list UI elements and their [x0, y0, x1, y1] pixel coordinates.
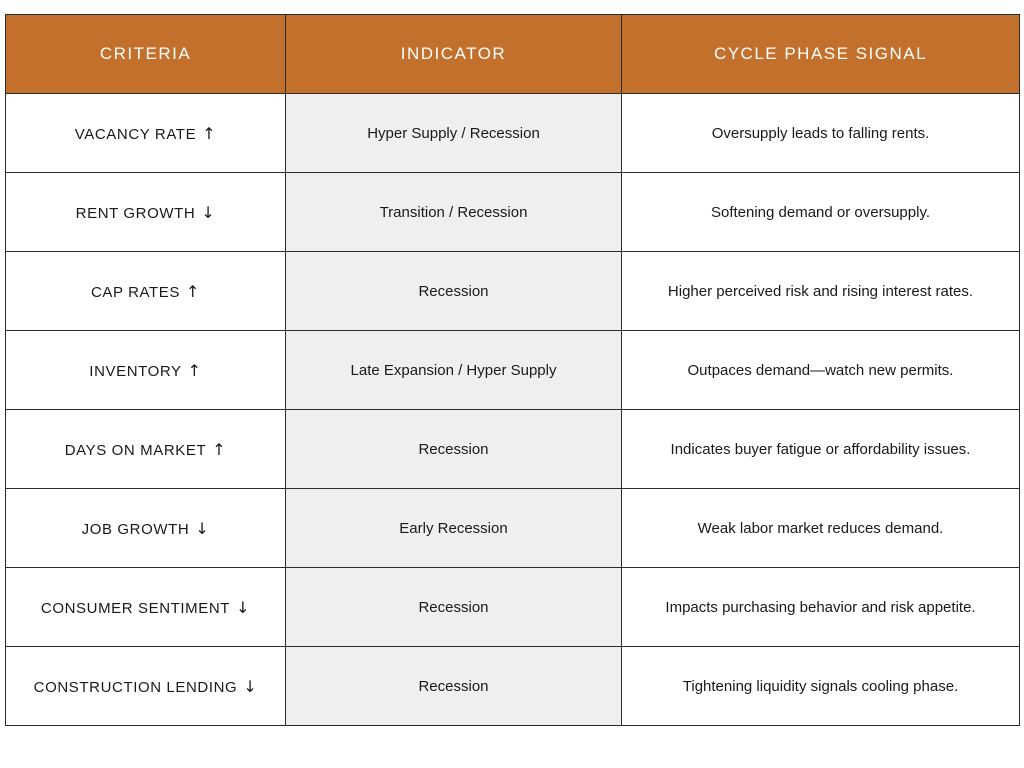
trend-arrow-icon: ↓: [236, 597, 251, 617]
trend-arrow-icon: ↑: [212, 439, 227, 459]
table-row: [6, 252, 1020, 331]
cycle-phase-table: [5, 14, 1020, 726]
trend-arrow-icon: ↓: [195, 518, 210, 538]
table-row: [6, 568, 1020, 647]
trend-arrow-icon: ↓: [201, 202, 216, 222]
signal-cell: Oversupply leads to falling rents.: [622, 94, 1020, 173]
indicator-cell: Transition / Recession: [286, 173, 622, 252]
indicator-cell: Late Expansion / Hyper Supply: [286, 331, 622, 410]
indicator-cell: Recession: [286, 568, 622, 647]
trend-arrow-icon: ↑: [187, 360, 202, 380]
criteria-cell: [6, 410, 286, 489]
trend-arrow-icon: ↓: [243, 676, 258, 696]
indicator-cell: Recession: [286, 252, 622, 331]
criteria-cell: [6, 568, 286, 647]
signal-cell: Higher perceived risk and rising interest rates.: [622, 252, 1020, 331]
criteria-label: VACANCY RATE: [74, 125, 197, 143]
signal-cell: Softening demand or oversupply.: [622, 173, 1020, 252]
criteria-label: RENT GROWTH: [75, 204, 196, 222]
criteria-cell: [6, 94, 286, 173]
criteria-cell: [6, 173, 286, 252]
criteria-label: CONSUMER SENTIMENT: [40, 599, 231, 617]
signal-cell: Weak labor market reduces demand.: [622, 489, 1020, 568]
criteria-label: DAYS ON MARKET: [64, 441, 207, 459]
trend-arrow-icon: ↑: [202, 123, 217, 143]
cycle-phase-table-container: [5, 14, 1019, 722]
table-body: [6, 94, 1020, 726]
signal-cell: Indicates buyer fatigue or affordability issues.: [622, 410, 1020, 489]
table-row: [6, 647, 1020, 726]
signal-cell: Impacts purchasing behavior and risk appetite.: [622, 568, 1020, 647]
criteria-label: INVENTORY: [89, 362, 182, 380]
table-header: [6, 15, 1020, 94]
table-row: [6, 94, 1020, 173]
header-indicator: INDICATOR: [286, 15, 622, 94]
table-row: [6, 410, 1020, 489]
signal-cell: Tightening liquidity signals cooling phase.: [622, 647, 1020, 726]
indicator-cell: Recession: [286, 410, 622, 489]
indicator-cell: Recession: [286, 647, 622, 726]
trend-arrow-icon: ↑: [186, 281, 201, 301]
header-criteria: CRITERIA: [6, 15, 286, 94]
criteria-cell: [6, 647, 286, 726]
table-row: [6, 331, 1020, 410]
criteria-cell: [6, 331, 286, 410]
criteria-label: CONSTRUCTION LENDING: [33, 678, 238, 696]
signal-cell: Outpaces demand—watch new permits.: [622, 331, 1020, 410]
header-row: [6, 15, 1020, 94]
indicator-cell: Hyper Supply / Recession: [286, 94, 622, 173]
criteria-cell: [6, 252, 286, 331]
header-cycle-phase-signal: CYCLE PHASE SIGNAL: [622, 15, 1020, 94]
indicator-cell: Early Recession: [286, 489, 622, 568]
table-row: [6, 489, 1020, 568]
table-row: [6, 173, 1020, 252]
criteria-label: CAP RATES: [90, 283, 181, 301]
criteria-label: JOB GROWTH: [81, 520, 190, 538]
criteria-cell: [6, 489, 286, 568]
